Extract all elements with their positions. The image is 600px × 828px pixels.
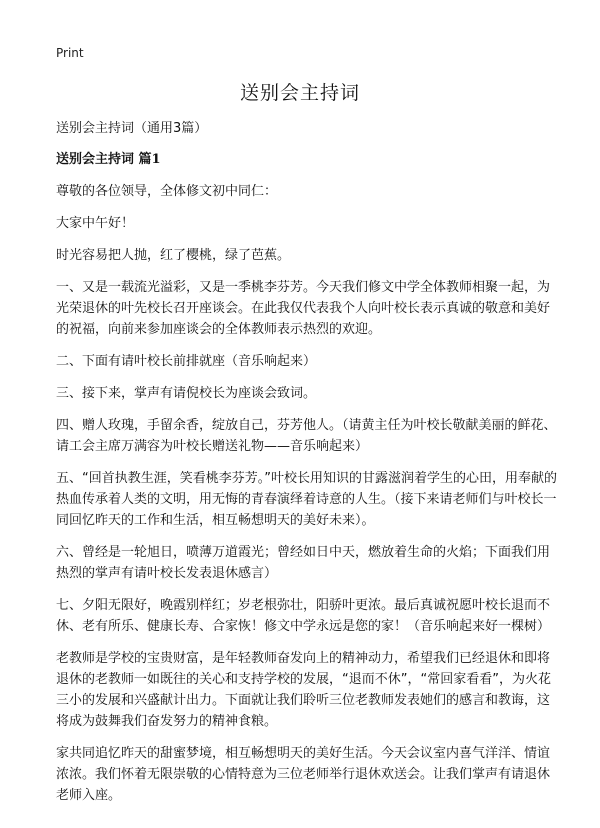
paragraph-item-6: 六、曾经是一轮旭日，喷薄万道霞光；曾经如日中天，燃放着生命的火焰；下面我们用热烈的掌声有请叶校长发表退休感言） <box>56 545 551 581</box>
paragraph-teachers: 老教师是学校的宝贵财富，是年轻教师奋发向上的精神动力，希望我们已经退休和即将退休的老教师一如既往的关心和支持学校的发展，“退而不休”，“常回家看看”，为火花三小的发展和兴盛献计出力。下面就让我们聆听三位老教师发表她们的感言和教诲，这将成为鼓舞我们奋发努力的精神食粮。 <box>56 651 551 729</box>
paragraph-item-7: 七、夕阳无限好，晚霞别样红；岁老根弥壮，阳骄叶更浓。最后真诚祝愿叶校长退而不休、老有所乐、健康长寿、合家恢！修文中学永远是您的家！（音乐响起来好一棵树） <box>56 598 551 634</box>
paragraph-item-2: 二、下面有请叶校长前排就座（音乐响起来） <box>56 354 317 369</box>
section-heading: 送别会主持词 篇1 <box>56 152 161 167</box>
paragraph-greeting: 尊敬的各位领导，全体修文初中同仁： <box>56 184 278 199</box>
document-title: 送别会主持词 <box>239 82 360 104</box>
document-subtitle: 送别会主持词（通用3篇） <box>56 121 208 136</box>
paragraph-item-5: 五、“回首执教生涯，笑看桃李芬芳。”叶校长用知识的甘露滋润着学生的心田，用奉献的热血传承着人类的文明，用无悔的青春演绎着诗意的人生。（接下来请老师们与叶校长一同回忆昨天的工作和生活，相互畅想明天的美好未来）。 <box>56 471 557 528</box>
paragraph-hello: 大家中午好！ <box>56 216 135 231</box>
paragraph-closing: 家共同追忆昨天的甜蜜梦境，相互畅想明天的美好生活。今天会议室内喜气洋洋、情谊浓浓。我们怀着无限崇敬的心情特意为三位老师举行退休欢送会。让我们掌声有请退休老师入座。 <box>56 746 551 803</box>
paragraph-item-1: 一、又是一载流光溢彩，又是一季桃李芬芳。今天我们修文中学全体教师相聚一起，为光荣退休的叶先校长召开座谈会。在此我仅代表我个人向叶校长表示真诚的敬意和美好的祝福，向前来参加座谈会的全体教师表示热烈的欢迎。 <box>56 280 551 337</box>
document-body <box>56 118 558 817</box>
print-link[interactable]: Print <box>56 46 84 60</box>
paragraph-item-4: 四、赠人玫瑰，手留余香，绽放自己，芬芳他人。（请黄主任为叶校长敬献美丽的鲜花、请工会主席万满容为叶校长赠送礼物——音乐响起来） <box>56 418 557 454</box>
paragraph-item-3: 三、接下来，掌声有请倪校长为座谈会致词。 <box>56 386 317 401</box>
paragraph-poem: 时光容易把人抛，红了樱桃，绿了芭蕉。 <box>56 248 291 263</box>
